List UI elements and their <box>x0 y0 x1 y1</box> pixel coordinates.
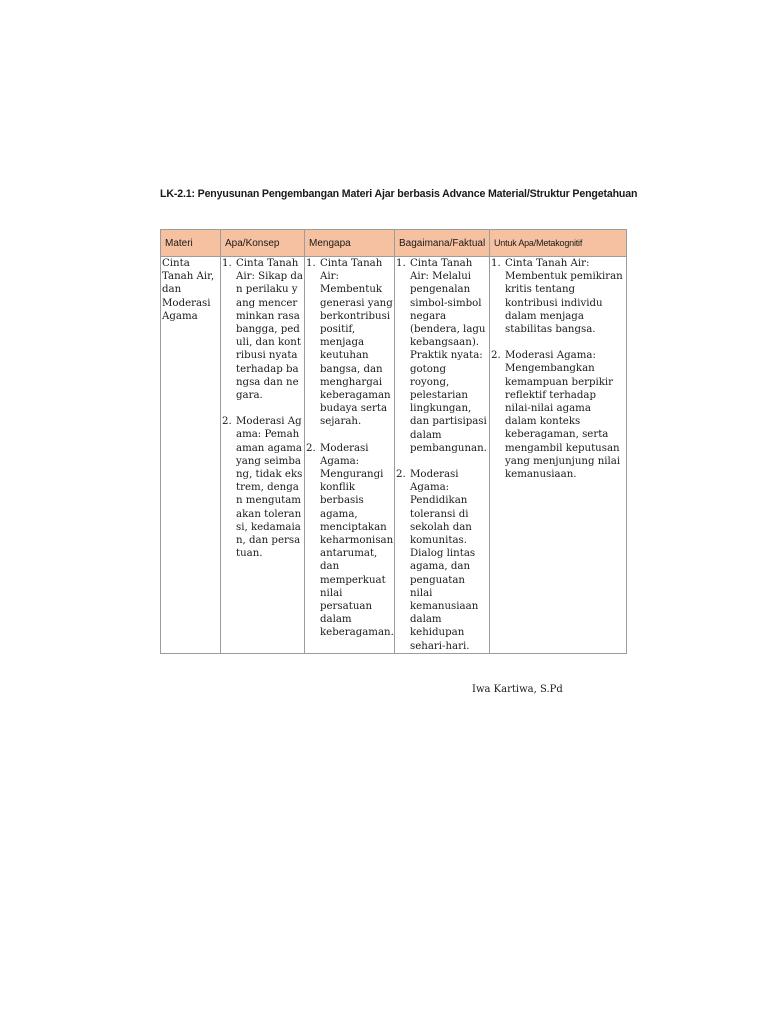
list-number: 1. <box>396 258 406 269</box>
list-text: Cinta Tanah Air: Melalui pengenalan simbol-simbol negara (bendera, lagu kebangsaan). Praktik nyata: gotong royong, pelestarian lingkungan, dan partisipasi dalam pembangunan. <box>410 258 487 454</box>
apa-konsep-list <box>222 257 303 560</box>
cell-bagaimana-faktual <box>395 257 490 654</box>
list-number: 2. <box>396 469 406 481</box>
list-number: 1. <box>306 258 316 269</box>
list-item <box>396 468 488 653</box>
list-text: Moderasi Agama: Mengembangkan kemampuan berpikir reflektif terhadap nilai-nilai agama dalam konteks keberagaman, serta mengambil keputusan yang menjunjung nilai kemanusiaan. <box>505 350 621 481</box>
header-untuk-apa-metakognitif: Untuk Apa/Metakognitif <box>490 230 627 257</box>
header-mengapa: Mengapa <box>305 230 395 257</box>
list-text: Cinta Tanah Air: Sikap dan perilaku yang mencerminkan rasa bangga, peduli, dan kontribusi nyata terhadap bangsa dan negara. <box>236 258 303 402</box>
bagaimana-list <box>396 257 488 653</box>
list-number: 1. <box>491 258 501 269</box>
table-row <box>161 257 627 654</box>
author-signature: Iwa Kartiwa, S.Pd <box>472 684 563 695</box>
cell-mengapa <box>305 257 395 654</box>
untuk-apa-list <box>491 257 625 481</box>
table-header-row <box>161 230 627 257</box>
list-item <box>491 349 625 481</box>
mengapa-list <box>306 257 393 640</box>
list-text: Moderasi Agama: Pemahaman agama yang seimbang, tidak ekstrem, dengan mengutamakan toleransi, kedamaian, dan persatuan. <box>236 416 303 560</box>
header-materi: Materi <box>161 230 221 257</box>
cell-untuk-apa-metakognitif <box>490 257 627 654</box>
header-bagaimana-faktual: Bagaimana/Faktual <box>395 230 490 257</box>
list-item <box>491 257 625 336</box>
worksheet-table <box>160 229 627 654</box>
list-item <box>306 442 394 640</box>
list-text: Moderasi Agama: Pendidikan toleransi di sekolah dan komunitas. Dialog lintas agama, dan penguatan nilai kemanusiaan dalam kehidupan sehari-hari. <box>410 469 479 652</box>
worksheet-title: LK-2.1: Penyusunan Pengembangan Materi Ajar berbasis Advance Material/Struktur Pengetahuan <box>160 188 638 200</box>
list-number: 1. <box>222 258 232 269</box>
list-number: 2. <box>222 416 232 428</box>
cell-materi: Cinta Tanah Air, dan Moderasi Agama <box>161 257 221 654</box>
list-item <box>222 415 303 560</box>
list-number: 2. <box>491 350 501 362</box>
header-apa-konsep: Apa/Konsep <box>221 230 305 257</box>
list-text: Cinta Tanah Air: Membentuk pemikiran kritis tentang kontribusi individu dalam menjaga stabilitas bangsa. <box>505 258 623 336</box>
list-text: Moderasi Agama: Mengurangi konflik berbasis agama, menciptakan keharmonisan antarumat, dan memperkuat nilai persatuan dalam keberagaman. <box>320 442 394 639</box>
list-item <box>222 257 303 402</box>
list-number: 2. <box>306 442 316 454</box>
list-item <box>396 257 488 455</box>
list-text: Cinta Tanah Air: Membentuk generasi yang berkontribusi positif, menjaga keutuhan bangsa, dan menghargai keberagaman budaya serta sejarah. <box>320 258 393 428</box>
list-item <box>306 257 393 429</box>
cell-apa-konsep <box>221 257 305 654</box>
